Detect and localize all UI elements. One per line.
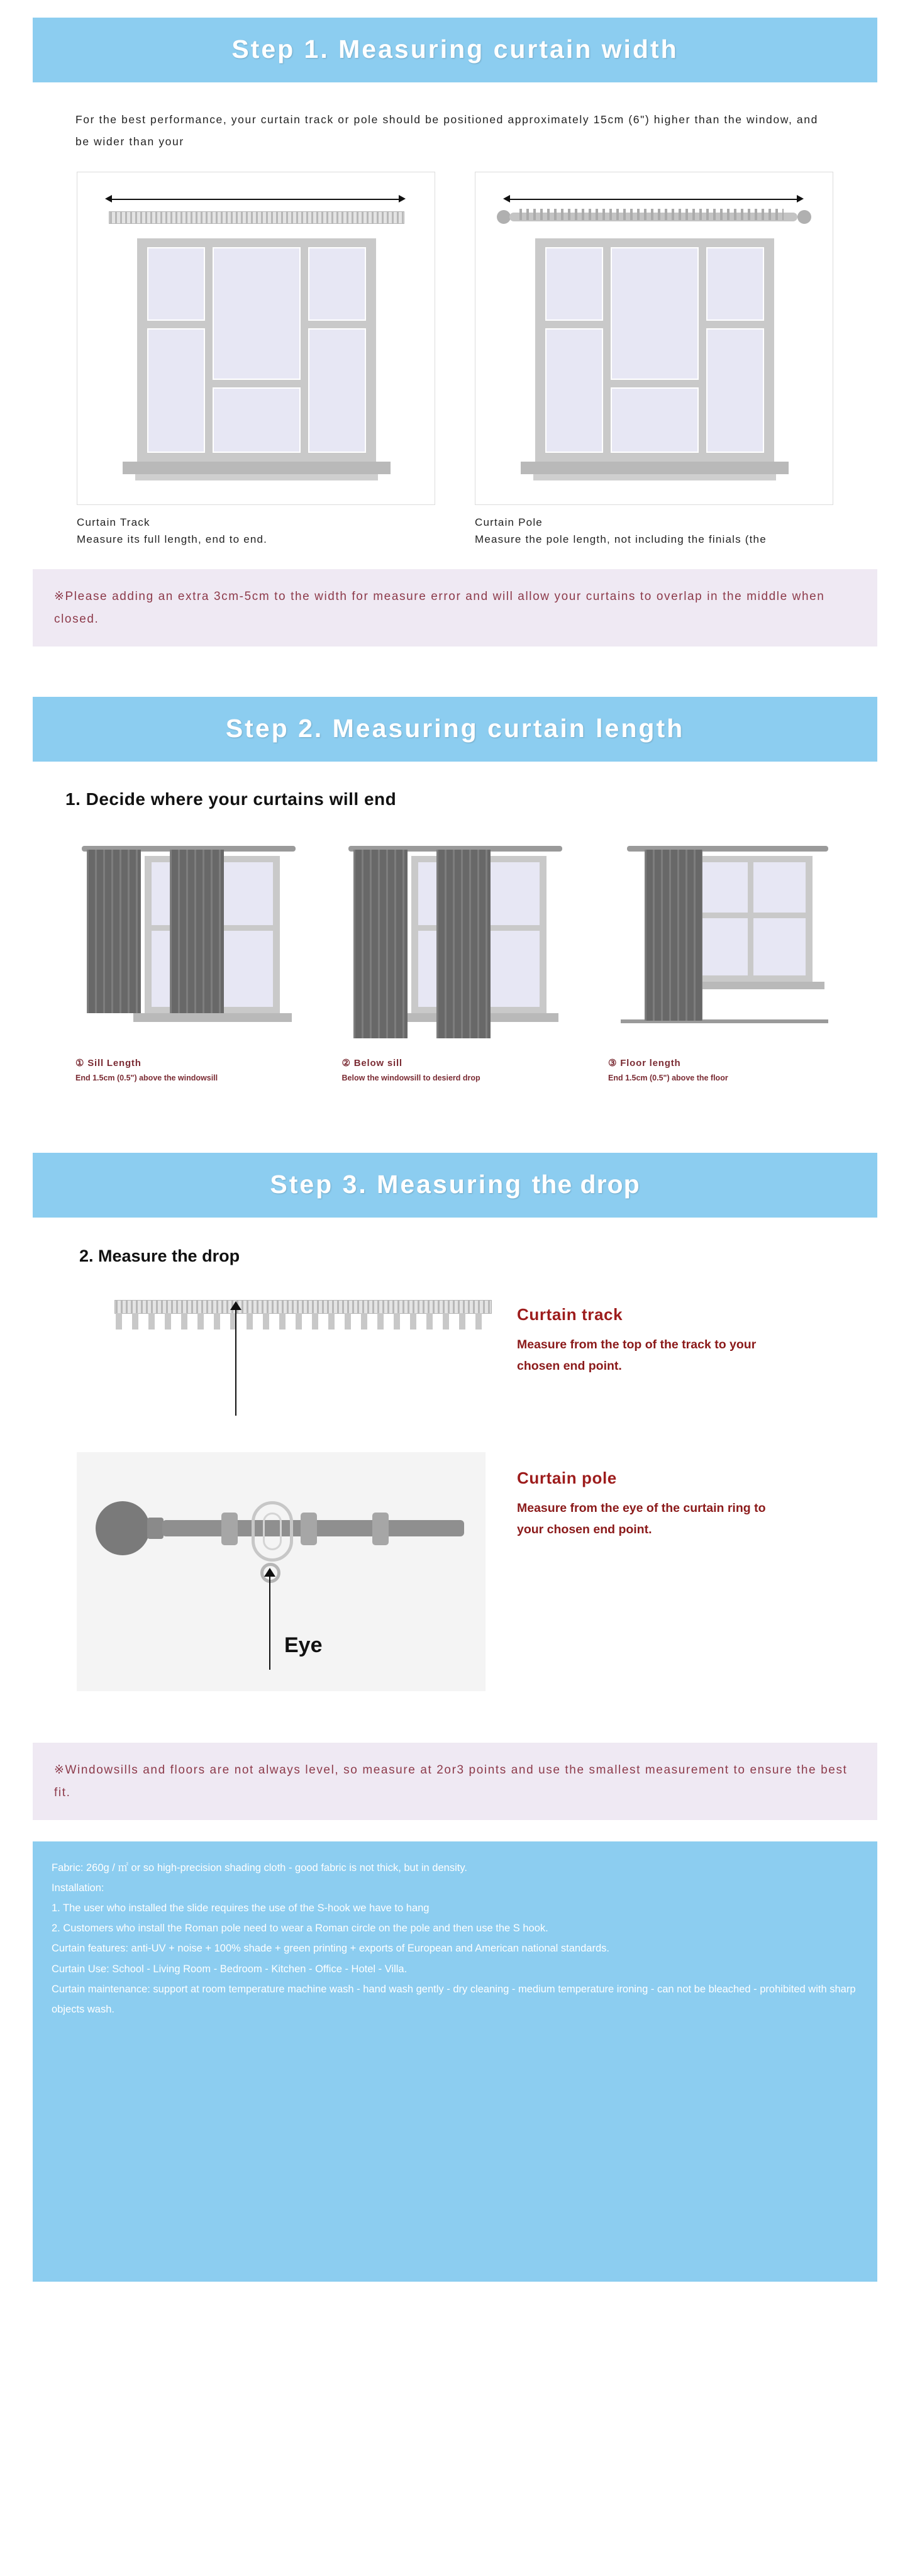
option-sill-length — [75, 831, 302, 1084]
curtain-pole-drop-row — [33, 1452, 877, 1691]
eye-label: Eye — [284, 1633, 323, 1658]
spacer — [33, 0, 877, 18]
curtain-track-caption-title: Curtain Track — [77, 516, 150, 528]
spacer — [33, 1691, 877, 1721]
step3-title-tail: the drop — [531, 1170, 640, 1199]
curtain-pole-drop-title: Curtain pole — [517, 1468, 617, 1488]
curtain-pole-drop-text — [486, 1452, 769, 1540]
curtain-track-cell — [77, 172, 435, 548]
step2-subhead: 1. Decide where your curtains will end — [65, 789, 397, 809]
step1-notice: ※Please adding an extra 3cm-5cm to the width for measure error and will allow your curtains to overlap in the middle when closed. — [33, 569, 877, 646]
below-sill-desc: Below the windowsill to desierd drop — [341, 1073, 480, 1082]
info-line-fabric: Fabric: 260g / ㎡ or so high-precision shading cloth - good fabric is not thick, but in density. — [52, 1862, 467, 1874]
curtain-track-diagram-icon — [77, 172, 435, 505]
step1-banner — [33, 18, 877, 82]
info-line-maintenance: Curtain maintenance: support at room temperature machine wash - hand wash gently - dry cleaning - medium temperature ironing - can not be bleached - prohibited with sharp objects wash. — [52, 1983, 856, 2015]
info-line-use: Curtain Use: School - Living Room - Bedroom - Kitchen - Office - Hotel - Villa. — [52, 1963, 408, 1975]
floor-length-label: ③ Floor length — [608, 1057, 681, 1069]
step3-title: Step 3. Measuring — [270, 1170, 523, 1199]
curtain-pole-drop-body: Measure from the eye of the curtain ring to your chosen end point. — [517, 1501, 766, 1536]
curtain-pole-caption-desc: Measure the pole length, not including the finials (the — [475, 533, 767, 546]
curtain-track-caption-desc: Measure its full length, end to end. — [77, 533, 268, 546]
curtain-pole-diagram-icon — [475, 172, 833, 505]
info-line-installation-2: 2. Customers who install the Roman pole need to wear a Roman circle on the pole and then use the S hook. — [52, 1923, 548, 1935]
curtain-track-drop-figure-icon — [77, 1289, 486, 1414]
step1-intro: For the best performance, your curtain track or pole should be positioned approximately 15cm (6") higher than the window, and be wider than your — [75, 113, 818, 148]
step1-diagram-row — [33, 172, 877, 548]
spacer — [33, 647, 877, 697]
sill-length-label: ① Sill Length — [75, 1057, 141, 1069]
option-below-sill — [342, 831, 569, 1084]
curtain-pole-cell — [475, 172, 833, 548]
floor-length-desc: End 1.5cm (0.5") above the floor — [608, 1073, 728, 1082]
info-line-installation-1: 1. The user who installed the slide requires the use of the S-hook we have to hang — [52, 1902, 430, 1914]
below-sill-label: ② Below sill — [341, 1057, 402, 1069]
step3-notice: ※Windowsills and floors are not always level, so measure at 2or3 points and use the smallest measurement to ensure the best fit. — [33, 1743, 877, 1819]
curtain-pole-caption-title: Curtain Pole — [475, 516, 543, 528]
option-floor-length — [608, 831, 835, 1084]
product-info-block — [33, 1841, 877, 2282]
step2-options-row — [33, 831, 877, 1084]
sill-length-figure-icon — [75, 831, 302, 1051]
curtain-pole-caption — [475, 514, 833, 548]
curtain-pole-drop-figure-icon — [77, 1452, 486, 1691]
step2-banner — [33, 697, 877, 762]
floor-length-figure-icon — [608, 831, 835, 1051]
info-line-features: Curtain features: anti-UV + noise + 100% shade + green printing + exports of European and American national standards. — [52, 1943, 609, 1955]
step3-banner — [33, 1153, 877, 1218]
step3-subhead: 2. Measure the drop — [79, 1246, 240, 1266]
curtain-track-caption — [77, 514, 435, 548]
info-line-installation-head: Installation: — [52, 1882, 104, 1894]
sill-length-desc: End 1.5cm (0.5") above the windowsill — [75, 1073, 218, 1082]
step2-title: Step 2. Measuring curtain length — [225, 713, 685, 743]
spacer — [33, 1084, 877, 1153]
curtain-track-drop-row — [33, 1289, 877, 1414]
below-sill-figure-icon — [342, 831, 569, 1051]
curtain-track-drop-text — [486, 1289, 769, 1376]
curtain-track-drop-title: Curtain track — [517, 1305, 623, 1324]
curtain-track-drop-body: Measure from the top of the track to your chosen end point. — [517, 1338, 757, 1373]
step1-title: Step 1. Measuring curtain width — [231, 35, 679, 64]
